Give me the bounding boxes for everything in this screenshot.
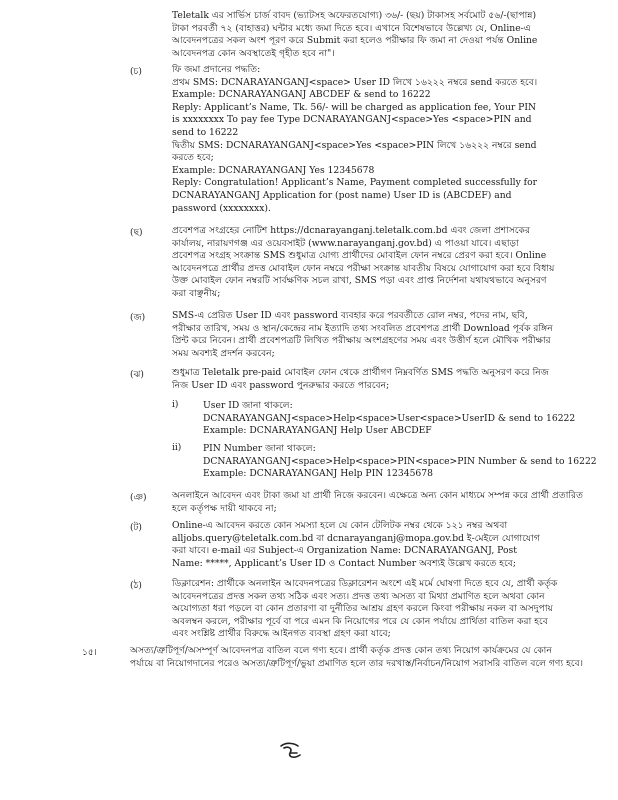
section-line: Reply: Applicant’s Name, Tk. 56/- will be charged as application fee, Your PIN: [172, 101, 537, 113]
section-line: ডিক্লারেশন: প্রার্থীকে অনলাইন আবেদনপত্রের ডিক্লারেশন অংশে এই মর্মে ঘোষণা দিতে হবে যে, প্রার্থী কর্তৃক: [172, 578, 558, 589]
section-line: দ্বিতীয় SMS: DCNARAYANGANJ<space>Yes <space>PIN লিখে ১৬২২২ নম্বরে send: [172, 139, 537, 151]
sub-item-roman: i): [172, 400, 179, 410]
intro-line: টাকা পরবর্তী ৭২ (বাহাত্তর) ঘন্টার মধ্যে জমা দিতে হবে। এখানে বিশেষভাবে উল্লেখ্য যে, Online-এ: [172, 22, 531, 34]
invalid-application-item: [130, 645, 583, 670]
section-line: password (xxxxxxxx).: [172, 202, 271, 214]
section-line: is xxxxxxxx To pay fee Type DCNARAYANGANJ<space>Yes <space>PIN and: [172, 114, 532, 126]
section-line: করতে হবে;: [172, 152, 214, 164]
section-line: Name: *****, Applicant’s User ID ও Contact Number অবশ্যই উল্লেখ করতে হবে;: [172, 557, 516, 569]
section-line: প্রবেশপত্র সংগ্রহের নোটিশ https://dcnarayanganj.teletalk.com.bd এবং জেলা প্রশাসকের: [172, 225, 531, 236]
section-marker: (জ): [130, 313, 146, 323]
section-line: অবলম্বন করলে, পরীক্ষার পূর্বে বা পরে এমন কি নিয়োগের পরে যে কোন পর্যায়ে প্রার্থিতা বাতিল করা হবে: [172, 615, 548, 627]
section-line: সময় অবশ্যই প্রদর্শন করবেন;: [172, 347, 275, 359]
section-line: Example: DCNARAYANGANJ Yes 12345678: [172, 164, 375, 176]
intro-line: আবেদনপত্র কোন অবস্থাতেই গৃহীত হবে না"।: [172, 47, 335, 59]
section-line: Example: DCNARAYANGANJ ABCDEF & send to 16222: [172, 89, 431, 101]
section-marker: (ছ): [130, 228, 143, 238]
intro-line: Teletalk এর সার্ভিস চার্জ বাবদ (ভ্যাটসহ অফেরতযোগ্য) ৩৬/- (ছয়) টাকাসহ সর্বমোট ৫৬/-(ছাপান্ন): [172, 10, 537, 21]
credential-recovery-section: [172, 367, 549, 392]
section-marker: (চ): [130, 67, 142, 77]
section-line: করা বাঞ্ছনীয়;: [172, 287, 221, 299]
section-line: অযোগ্যতা ধরা পড়লে বা কোন প্রতারণা বা দুর্নীতির আশ্রয় গ্রহণ করলে কিংবা পরীক্ষায় নকল বা অসদুপায়: [172, 603, 553, 615]
section-line: alljobs.query@teletalk.com.bd বা dcnarayanganj@mopa.gov.bd ই-মেইলে যোগাযোগ: [172, 532, 540, 544]
fee-payment-section: [172, 64, 537, 215]
declaration-section: [172, 578, 557, 641]
section-line: SMS-এ প্রেরিত User ID এবং password ব্যবহার করে পরবর্তীতে রোল নম্বর, পদের নাম, ছবি,: [172, 310, 528, 321]
item-line: পর্যায়ে বা নিয়োগদানের পরেও অসত্য/ত্রুটিপূর্ণ/ভুয়া প্রমাণিত হলে তার দরখাস্ত/নির্বাচন/নিয়োগ সরাসরি বাতিল বলে গণ্য হবে।: [130, 657, 583, 669]
section-line: Online-এ আবেদন করতে কোন সমস্যা হলে যে কোন টেলিটক নম্বর থেকে ১২১ নম্বর অথবা: [172, 520, 508, 531]
section-line: শুধুমাত্র Teletalk pre-paid মোবাইল ফোন থেকে প্রার্থীগণ নিম্নবর্ণিত SMS পদ্ধতি অনুসরণ করে নিজ: [172, 367, 549, 378]
item-line: অসত্য/ত্রুটিপূর্ণ/অসম্পূর্ণ আবেদনপত্র বাতিল বলে গণ্য হবে। প্রার্থী কর্তৃক প্রদত্ত কোন তথ্য নিয়োগ কার্যক্রমের যে কোন: [130, 645, 552, 656]
signature-mark: [278, 740, 304, 762]
item-number: ১৫।: [82, 648, 97, 658]
section-line: অনলাইনে আবেদন এবং টাকা জমা যা প্রার্থী নিজে করবেন। এক্ষেত্রে অন্য কোন মাধ্যমে সম্পন্ন করে প্রার্থী প্রতারিত: [172, 490, 583, 501]
section-line: আবেদনপত্রের প্রদত্ত সকল তথ্য সঠিক এবং সত্য। প্রদত্ত তথ্য অসত্য বা মিথ্যা প্রমাণিত হলে অথবা কোন: [172, 590, 545, 602]
admit-card-notice-section: [172, 225, 554, 301]
section-line: করা যাবে। e-mail এর Subject-এ Organization Name: DCNARAYANGANJ, Post: [172, 545, 517, 557]
sub-item-line: DCNARAYANGANJ<space>Help<space>User<space>UserID & send to 16222: [203, 412, 576, 424]
section-line: Reply: Congratulation! Applicant’s Name, Payment completed successfully for: [172, 177, 538, 189]
sub-item-roman: ii): [172, 443, 182, 453]
section-line: উক্ত মোবাইল ফোন নম্বরটি সার্বক্ষণিক সচল রাখা, SMS পড়া এবং প্রাপ্ত নির্দেশনা যথাযথভাবে অনুসরণ: [172, 275, 547, 287]
sub-item-line: Example: DCNARAYANGANJ Help User ABCDEF: [203, 425, 432, 437]
self-application-section: [172, 490, 583, 515]
section-line: প্রিন্ট করে নিবেন। প্রার্থী প্রবেশপত্রটি লিখিত পরীক্ষায় অংশগ্রহণের সময় এবং উত্তীর্ণ হলে মৌখিক পরীক্ষার: [172, 335, 551, 347]
section-line: কার্যালয়, নারায়ণগঞ্জ এর ওয়েবসাইট (www.narayanganj.gov.bd) এ পাওয়া যাবে। এছাড়া: [172, 237, 519, 249]
section-line: পরীক্ষার তারিখ, সময় ও স্থান/কেন্দ্রের নাম ইত্যাদি তথ্য সংবলিত প্রবেশপত্র প্রার্থী Download পূর্বক রঙ্গিন: [172, 322, 553, 334]
section-marker: (ঠ): [130, 581, 142, 591]
section-line: DCNARAYANGANJ Application for (post name) User ID is (ABCDEF) and: [172, 189, 512, 201]
section-line: এবং সংশ্লিষ্ট প্রার্থীর বিরুদ্ধে আইনগত ব্যবস্থা গ্রহণ করা যাবে;: [172, 628, 391, 640]
section-line: প্রবেশপত্র সংগ্রহ সংক্রান্ত SMS শুধুমাত্র যোগ্য প্রার্থীদের মোবাইল ফোন নম্বরে প্রেরণ করা হবে। Online: [172, 250, 547, 262]
section-marker: (ঝ): [130, 370, 144, 380]
section-marker: (ট): [130, 523, 142, 533]
section-line: প্রথম SMS: DCNARAYANGANJ<space> User ID লিখে ১৬২২২ নম্বরে send করতে হবে।: [172, 76, 538, 88]
section-line: send to 16222: [172, 126, 239, 138]
contact-section: [172, 520, 540, 570]
sub-item-line: Example: DCNARAYANGANJ Help PIN 12345678: [203, 468, 433, 480]
admit-card-download-section: [172, 310, 553, 360]
section-marker: (ঞ): [130, 493, 147, 503]
intro-paragraph: [172, 10, 537, 60]
sub-item-line: DCNARAYANGANJ<space>Help<space>PIN<space>PIN Number & send to 16222: [203, 455, 597, 467]
section-line: নিজ User ID এবং password পুনরুদ্ধার করতে পারবেন;: [172, 379, 390, 391]
section-line: হলে কর্তৃপক্ষ দায়ী থাকবে না;: [172, 502, 277, 514]
recover-pin: [203, 443, 597, 481]
recover-user-id: [203, 400, 575, 438]
section-line: আবেদনপত্রে প্রার্থীর প্রদত্ত মোবাইল ফোন নম্বরে পরীক্ষা সংক্রান্ত যাবতীয় বিষয়ে যোগাযোগ করা হবে বিধায়: [172, 262, 555, 274]
intro-line: আবেদনপত্রের সকল অংশ পূরণ করে Submit করা হলেও পরীক্ষার ফি জমা না দেওয়া পর্যন্ত Online: [172, 35, 538, 47]
section-line: ফি জমা প্রদানের পদ্ধতি:: [172, 64, 261, 75]
sub-item-line: PIN Number জানা থাকলে:: [203, 443, 316, 454]
sub-item-line: User ID জানা থাকলে:: [203, 400, 293, 411]
